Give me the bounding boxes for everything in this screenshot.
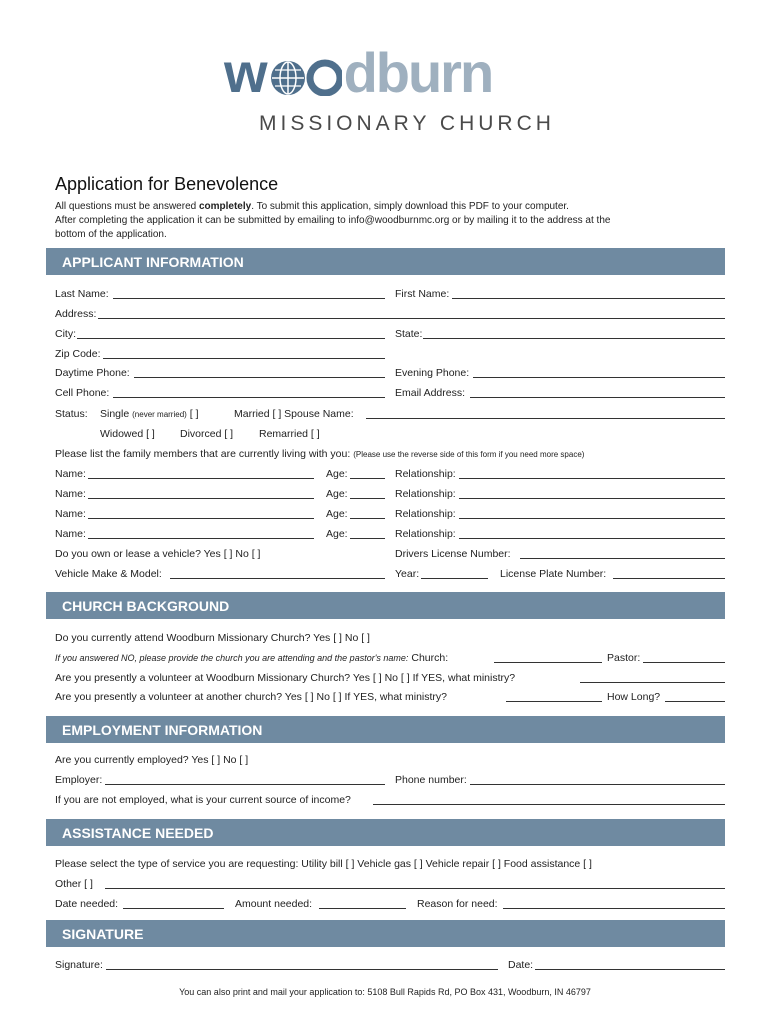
single-checkbox[interactable]: [ ] [189,408,199,420]
email-field[interactable] [470,397,725,398]
intro-text: . To submit this application, simply download this PDF to your computer. [251,201,569,212]
attend-question[interactable]: Do you currently attend Woodburn Missionary Church? Yes [ ] No [ ] [55,632,370,644]
date-label: Date: [508,959,534,971]
name-label: Name: [55,528,86,540]
cell-phone-field[interactable] [113,397,385,398]
intro-line-2: After completing the application it can be submitted by emailing to info@woodburnmc.org or by mailing it to the address at the [55,215,611,226]
last-name-field[interactable] [113,298,385,299]
family-prompt [55,448,584,460]
age-label: Age: [326,508,348,520]
age-label: Age: [326,488,348,500]
state-label: State: [395,328,423,340]
if-no-text: If you answered NO, please provide the church you are attending and the pastor's name: [55,653,409,663]
last-name-label: Last Name: [55,288,109,300]
logo-wordmark [224,40,492,109]
section-title: CHURCH BACKGROUND [62,598,230,614]
how-long-label: How Long? [607,691,661,703]
evening-phone-field[interactable] [473,377,725,378]
relationship-label: Relationship: [395,468,456,480]
section-title: SIGNATURE [62,926,144,942]
other-field[interactable] [105,888,725,889]
section-title: ASSISTANCE NEEDED [62,825,214,841]
email-label: Email Address: [395,387,466,399]
volunteer-wmc-question[interactable]: Are you presently a volunteer at Woodburn Missionary Church? Yes [ ] No [ ] If YES, what ministry? [55,672,516,684]
first-name-field[interactable] [452,298,725,299]
age-label: Age: [326,468,348,480]
relationship-field[interactable] [459,538,725,539]
employer-label: Employer: [55,774,103,786]
first-name-label: First Name: [395,288,450,300]
income-question: If you are not employed, what is your current source of income? [55,794,351,806]
date-field[interactable] [535,969,725,970]
single-label: Single [100,408,130,420]
vehicle-make-label: Vehicle Make & Model: [55,568,162,580]
status-divorced[interactable]: Divorced [ ] [180,428,234,440]
intro-bold: completely [198,201,252,212]
daytime-phone-field[interactable] [134,377,385,378]
plate-label: License Plate Number: [500,568,607,580]
relationship-label: Relationship: [395,528,456,540]
church-field[interactable] [494,662,602,663]
relationship-field[interactable] [459,518,725,519]
reason-label: Reason for need: [417,898,498,910]
family-note: (Please use the reverse side of this form if you need more space) [353,450,585,459]
section-header-assistance [46,819,725,846]
logo-subtitle: MISSIONARY CHURCH [259,112,555,135]
phone-number-label: Phone number: [395,774,467,786]
year-label: Year: [395,568,420,580]
intro-line-3: bottom of the application. [55,229,167,240]
intro-text: All questions must be answered [55,201,199,212]
logo-w: w [224,41,266,104]
spouse-name-field[interactable] [366,418,725,419]
name-label: Name: [55,508,86,520]
section-header-signature [46,920,725,947]
if-no-note [55,652,448,664]
section-header-applicant [46,248,725,275]
volunteer-other-ministry-field[interactable] [506,701,602,702]
section-header-church [46,592,725,619]
vehicle-make-field[interactable] [170,578,385,579]
plate-field[interactable] [613,578,725,579]
pastor-field[interactable] [643,662,725,663]
status-remarried[interactable]: Remarried [ ] [259,428,320,440]
address-field[interactable] [98,318,725,319]
income-field[interactable] [373,804,725,805]
how-long-field[interactable] [665,701,725,702]
daytime-phone-label: Daytime Phone: [55,367,130,379]
year-field[interactable] [421,578,488,579]
age-field[interactable] [350,498,385,499]
status-married[interactable]: Married [ ] Spouse Name: [234,408,354,420]
status-label: Status: [55,408,88,420]
volunteer-wmc-ministry-field[interactable] [580,682,725,683]
city-field[interactable] [77,338,385,339]
employer-field[interactable] [105,784,385,785]
drivers-license-label: Drivers License Number: [395,548,511,560]
zip-field[interactable] [103,358,385,359]
age-field[interactable] [350,538,385,539]
amount-needed-field[interactable] [319,908,406,909]
state-field[interactable] [423,338,725,339]
cell-phone-label: Cell Phone: [55,387,110,399]
amount-needed-label: Amount needed: [235,898,313,910]
name-field[interactable] [88,498,314,499]
section-title: APPLICANT INFORMATION [62,254,244,270]
never-married-note: (never married) [132,410,187,419]
signature-field[interactable] [106,969,498,970]
volunteer-other-question[interactable]: Are you presently a volunteer at another church? Yes [ ] No [ ] If YES, what ministry? [55,691,448,703]
age-label: Age: [326,528,348,540]
globe-icon [268,44,342,109]
service-question[interactable]: Please select the type of service you are requesting: Utility bill [ ] Vehicle gas [ ] Vehicle repair [ ] Food assistance [ ] [55,858,592,870]
church-label: Church: [411,652,449,664]
family-prompt-text: Please list the family members that are currently living with you: [55,448,351,460]
city-label: City: [55,328,76,340]
date-needed-label: Date needed: [55,898,119,910]
age-field[interactable] [350,518,385,519]
employed-question[interactable]: Are you currently employed? Yes [ ] No [ ] [55,754,249,766]
signature-label: Signature: [55,959,103,971]
age-field[interactable] [350,478,385,479]
name-label: Name: [55,488,86,500]
name-label: Name: [55,468,86,480]
section-title: EMPLOYMENT INFORMATION [62,722,263,738]
zip-label: Zip Code: [55,348,101,360]
relationship-label: Relationship: [395,508,456,520]
evening-phone-label: Evening Phone: [395,367,470,379]
name-field[interactable] [88,538,314,539]
phone-number-field[interactable] [470,784,725,785]
section-header-employment [46,716,725,743]
other-checkbox[interactable]: Other [ ] [55,878,93,890]
name-field[interactable] [88,518,314,519]
drivers-license-field[interactable] [520,558,725,559]
name-field[interactable] [88,478,314,479]
relationship-field[interactable] [459,498,725,499]
footer-address: You can also print and mail your application to: 5108 Bull Rapids Rd, PO Box 431, Woodburn, IN 46797 [179,987,591,997]
relationship-field[interactable] [459,478,725,479]
status-single[interactable] [100,408,199,420]
pastor-label: Pastor: [607,652,641,664]
logo-dburn: dburn [343,41,493,104]
intro-line-1 [55,201,569,212]
reason-field[interactable] [503,908,725,909]
status-widowed[interactable]: Widowed [ ] [100,428,155,440]
vehicle-question[interactable]: Do you own or lease a vehicle? Yes [ ] No [ ] [55,548,261,560]
date-needed-field[interactable] [123,908,224,909]
relationship-label: Relationship: [395,488,456,500]
page-title: Application for Benevolence [55,174,279,194]
address-label: Address: [55,308,97,320]
